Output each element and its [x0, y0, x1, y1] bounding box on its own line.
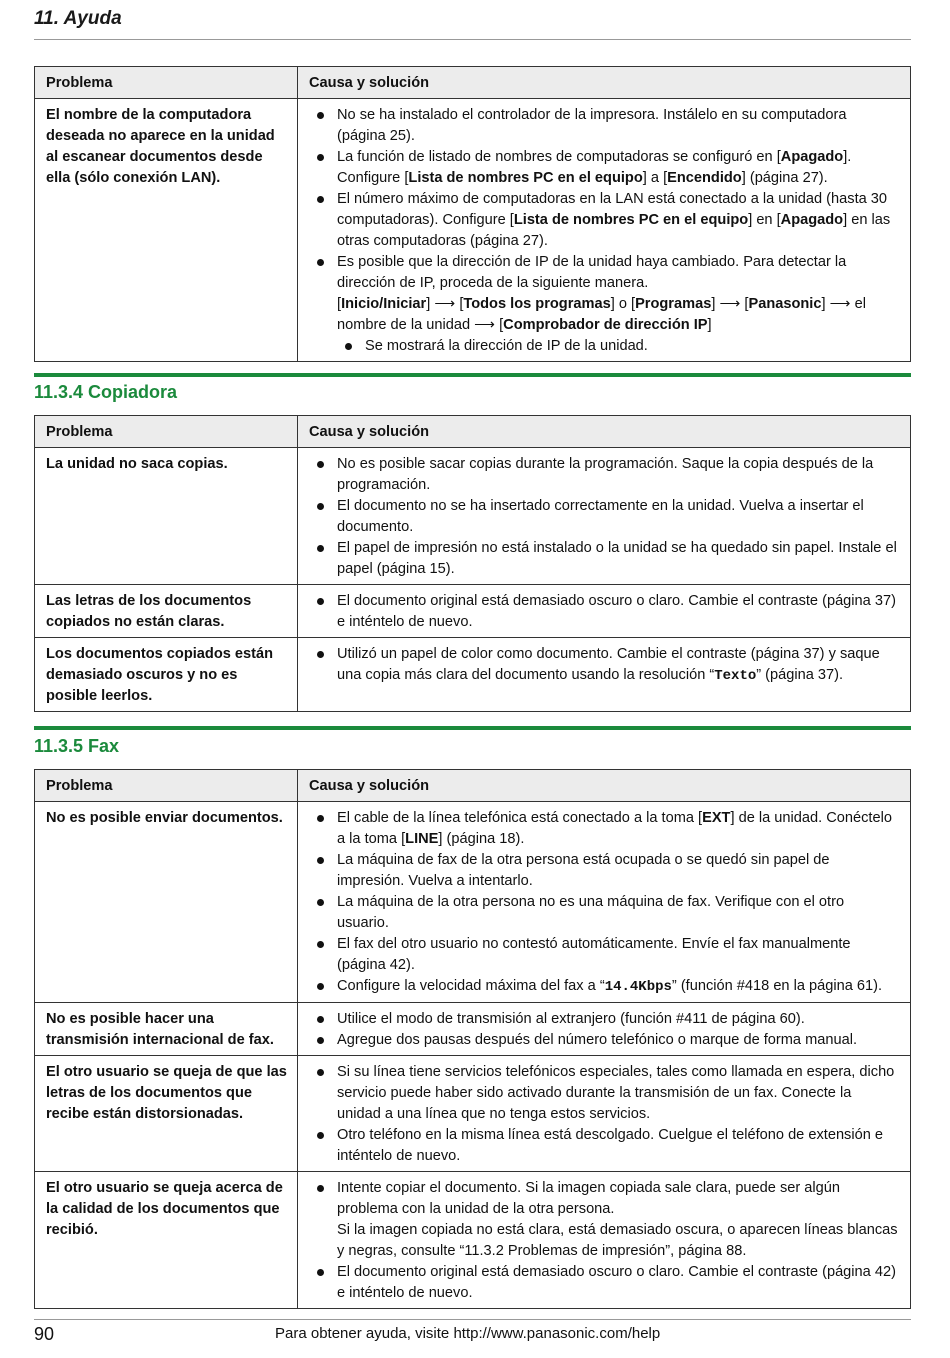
problem-cell: No es posible enviar documentos. — [35, 802, 298, 1003]
column-header-problem: Problema — [35, 770, 298, 802]
column-header-solution: Causa y solución — [298, 67, 911, 99]
header-rule — [34, 39, 911, 40]
solution-item: El cable de la línea telefónica está conectado a la toma [EXT] de la unidad. Conéctelo a la toma [LINE] (página 18). — [313, 808, 898, 850]
solution-cell — [298, 1003, 911, 1056]
solution-cell — [298, 585, 911, 638]
network-table — [34, 66, 911, 362]
solution-cell — [298, 802, 911, 1003]
solution-item: La máquina de la otra persona no es una máquina de fax. Verifique con el otro usuario. — [313, 892, 898, 934]
section-bar — [34, 726, 911, 730]
problem-cell: No es posible hacer una transmisión internacional de fax. — [35, 1003, 298, 1056]
solution-item: Otro teléfono en la misma línea está descolgado. Cuelgue el teléfono de extensión e inténtelo de nuevo. — [313, 1125, 898, 1167]
solution-item: No es posible sacar copias durante la programación. Saque la copia después de la programación. — [313, 454, 898, 496]
solution-item: El documento no se ha insertado correctamente en la unidad. Vuelva a insertar el documento. — [313, 496, 898, 538]
solution-item: Configure la velocidad máxima del fax a “14.4Kbps” (función #418 en la página 61). — [313, 976, 898, 998]
arrow-icon: ⟶ — [474, 317, 496, 333]
section-title-fax: 11.3.5 Fax — [34, 736, 120, 756]
section-bar — [34, 373, 911, 377]
problem-cell: Los documentos copiados están demasiado oscuros y no es posible leerlos. — [35, 638, 298, 712]
table-row — [35, 1172, 911, 1309]
solution-item: El documento original está demasiado oscuro o claro. Cambie el contraste (página 37) e inténtelo de nuevo. — [313, 591, 898, 633]
solution-item: La función de listado de nombres de computadoras se configuró en [Apagado]. Configure [Lista de nombres PC en el equipo] a [Encendido] (página 27). — [313, 147, 898, 189]
solution-item: El número máximo de computadoras en la LAN está conectado a la unidad (hasta 30 computadoras). Configure [Lista de nombres PC en el equipo] en [Apagado] en las otras computadoras (página 27). — [313, 189, 898, 252]
table-row — [35, 448, 911, 585]
solution-item: La máquina de fax de la otra persona está ocupada o se quedó sin papel de impresión. Vuelva a intentarlo. — [313, 850, 898, 892]
fax-table — [34, 769, 911, 1309]
footer-rule — [34, 1319, 911, 1320]
copier-table — [34, 415, 911, 712]
section-title-copier: 11.3.4 Copiadora — [34, 382, 178, 402]
solution-cell — [298, 99, 911, 362]
solution-cell — [298, 448, 911, 585]
solution-item: Intente copiar el documento. Si la imagen copiada sale clara, puede ser algún problema con la unidad de la otra persona. Si la imagen copiada no está clara, está demasiado oscura, o aparecen líneas blancas y negras, consulte “11.3.2 Problemas de impresión”, página 88. — [313, 1178, 898, 1262]
column-header-solution: Causa y solución — [298, 416, 911, 448]
page-number: 90 — [34, 1324, 55, 1344]
solution-item: Utilizó un papel de color como documento. Cambie el contraste (página 37) y saque una copia más clara del documento usando la resolución “Texto” (página 37). — [313, 644, 898, 687]
solution-item: Agregue dos pausas después del número telefónico o marque de forma manual. — [313, 1030, 898, 1051]
solution-item: Si su línea tiene servicios telefónicos especiales, tales como llamada en espera, dicho servicio puede haber sido activado durante la transmisión de un fax. Conecte la unidad a una línea que no tenga estos servicios. — [313, 1062, 898, 1125]
solution-item: No se ha instalado el controlador de la impresora. Instálelo en su computadora (página 25). — [313, 105, 898, 147]
column-header-problem: Problema — [35, 67, 298, 99]
column-header-solution: Causa y solución — [298, 770, 911, 802]
solution-item: Es posible que la dirección de IP de la unidad haya cambiado. Para detectar la dirección de IP, proceda de la siguiente manera. [Inicio/Iniciar] ⟶ [Todos los programas] o [Programas] ⟶ [Panasonic] ⟶ el nombre de la unidad ⟶ [Comprobador de dirección IP] Se mostrará la dirección de IP de la unidad. — [313, 252, 898, 357]
table-row — [35, 99, 911, 362]
table-row — [35, 585, 911, 638]
arrow-icon: ⟶ — [434, 296, 456, 312]
solution-item: Utilice el modo de transmisión al extranjero (función #411 de página 60). — [313, 1009, 898, 1030]
problem-cell: El nombre de la computadora deseada no aparece en la unidad al escanear documentos desde ella (sólo conexión LAN). — [35, 99, 298, 362]
table-row — [35, 802, 911, 1003]
footer-help-text: Para obtener ayuda, visite http://www.panasonic.com/help — [275, 1325, 661, 1342]
table-row — [35, 1056, 911, 1172]
column-header-problem: Problema — [35, 416, 298, 448]
solution-cell — [298, 1172, 911, 1309]
solution-cell — [298, 638, 911, 712]
table-row — [35, 638, 911, 712]
problem-cell: Las letras de los documentos copiados no están claras. — [35, 585, 298, 638]
solution-subitem: Se mostrará la dirección de IP de la unidad. — [341, 336, 898, 357]
solution-cell — [298, 1056, 911, 1172]
solution-item: El documento original está demasiado oscuro o claro. Cambie el contraste (página 42) e inténtelo de nuevo. — [313, 1262, 898, 1304]
problem-cell: El otro usuario se queja de que las letras de los documentos que recibe están distorsionadas. — [35, 1056, 298, 1172]
problem-cell: El otro usuario se queja acerca de la calidad de los documentos que recibió. — [35, 1172, 298, 1309]
solution-item: El papel de impresión no está instalado o la unidad se ha quedado sin papel. Instale el papel (página 15). — [313, 538, 898, 580]
arrow-icon: ⟶ — [829, 296, 851, 312]
solution-item: El fax del otro usuario no contestó automáticamente. Envíe el fax manualmente (página 42). — [313, 934, 898, 976]
arrow-icon: ⟶ — [719, 296, 741, 312]
table-row — [35, 1003, 911, 1056]
problem-cell: La unidad no saca copias. — [35, 448, 298, 585]
chapter-header: 11. Ayuda — [34, 8, 122, 29]
